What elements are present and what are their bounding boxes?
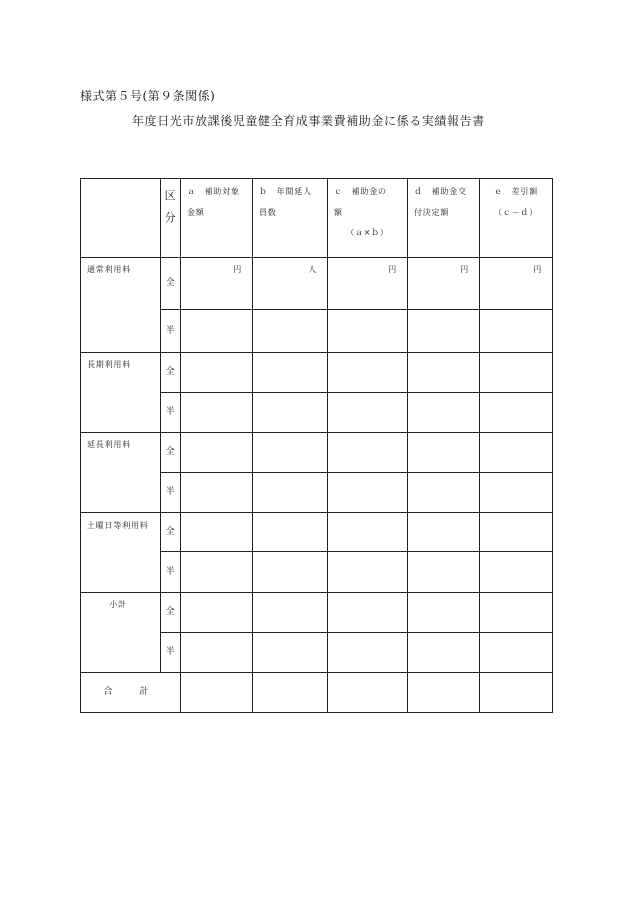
header-kubun xyxy=(161,179,181,258)
input-cell[interactable] xyxy=(253,393,328,433)
input-cell[interactable] xyxy=(328,393,408,433)
category-saturday-label: 土曜日等利用料 xyxy=(87,521,149,530)
table-row xyxy=(81,433,553,473)
sub-label-half: 半 xyxy=(161,393,181,433)
sub-label-half: 半 xyxy=(161,552,181,593)
input-cell[interactable] xyxy=(181,433,253,473)
input-cell[interactable] xyxy=(328,310,408,353)
header-a-line2: 金額 xyxy=(187,207,205,217)
input-cell[interactable] xyxy=(408,258,480,310)
input-cell[interactable] xyxy=(408,513,480,552)
category-long-term: 長期利用料 xyxy=(81,353,161,433)
input-cell[interactable] xyxy=(480,433,553,473)
category-regular: 通常利用料 xyxy=(81,258,161,353)
header-b-line1: ｂ 年間延人 xyxy=(259,187,312,196)
input-cell[interactable] xyxy=(253,473,328,513)
input-cell[interactable] xyxy=(328,473,408,513)
input-cell[interactable] xyxy=(181,473,253,513)
input-cell[interactable] xyxy=(480,673,553,713)
input-cell[interactable] xyxy=(408,552,480,593)
unit-yen: 円 xyxy=(233,265,242,274)
sub-label-full: 全 xyxy=(161,593,181,633)
input-cell[interactable] xyxy=(480,258,553,310)
input-cell[interactable] xyxy=(181,552,253,593)
input-cell[interactable] xyxy=(408,353,480,393)
header-d-line1: ｄ 補助金交 xyxy=(414,187,467,196)
input-cell[interactable] xyxy=(328,353,408,393)
category-extended: 延長利用料 xyxy=(81,433,161,513)
header-blank-cell xyxy=(81,179,161,258)
input-cell[interactable] xyxy=(253,633,328,673)
table-row xyxy=(81,513,553,552)
input-cell[interactable] xyxy=(480,310,553,353)
input-cell[interactable] xyxy=(253,513,328,552)
input-cell[interactable] xyxy=(328,673,408,713)
input-cell[interactable] xyxy=(253,310,328,353)
input-cell[interactable] xyxy=(181,393,253,433)
input-cell[interactable] xyxy=(480,633,553,673)
category-saturday xyxy=(81,513,161,593)
input-cell[interactable] xyxy=(253,433,328,473)
input-cell[interactable] xyxy=(253,593,328,633)
report-table xyxy=(80,178,553,713)
input-cell[interactable] xyxy=(408,593,480,633)
total-row xyxy=(81,673,553,713)
input-cell[interactable] xyxy=(480,513,553,552)
header-e-line1: ｅ 差引額 xyxy=(494,187,538,196)
document-title: 年度日光市放課後児童健全育成事業費補助金に係る実績報告書 xyxy=(132,114,485,128)
input-cell[interactable] xyxy=(408,633,480,673)
input-cell[interactable] xyxy=(480,552,553,593)
input-cell[interactable] xyxy=(181,353,253,393)
form-number: 様式第５号(第９条関係) xyxy=(80,89,216,103)
header-col-e xyxy=(480,179,553,258)
input-cell[interactable] xyxy=(181,513,253,552)
table-row xyxy=(81,258,553,310)
unit-yen: 円 xyxy=(460,265,469,274)
kubun-char-1: 区 xyxy=(164,189,177,202)
header-row xyxy=(81,179,553,258)
input-cell[interactable] xyxy=(408,310,480,353)
input-cell[interactable] xyxy=(480,393,553,433)
header-c-line3: （ａ×ｂ） xyxy=(346,228,389,238)
sub-label-half: 半 xyxy=(161,310,181,353)
table-row xyxy=(81,593,553,633)
header-e-line2: （ｃ－ｄ） xyxy=(494,207,538,217)
input-cell[interactable] xyxy=(328,433,408,473)
input-cell[interactable] xyxy=(328,258,408,310)
header-col-d xyxy=(408,179,480,258)
input-cell[interactable] xyxy=(253,353,328,393)
total-label: 合 計 xyxy=(81,673,181,713)
input-cell[interactable] xyxy=(328,593,408,633)
header-b-line2: 員数 xyxy=(259,207,277,217)
input-cell[interactable] xyxy=(328,513,408,552)
unit-person: 人 xyxy=(308,265,317,274)
table-row xyxy=(81,353,553,393)
header-col-c xyxy=(328,179,408,258)
input-cell[interactable] xyxy=(480,353,553,393)
sub-label-half: 半 xyxy=(161,473,181,513)
input-cell[interactable] xyxy=(181,258,253,310)
header-c-line2: 額 xyxy=(334,207,343,217)
kubun-char-2: 分 xyxy=(164,211,177,224)
input-cell[interactable] xyxy=(181,673,253,713)
input-cell[interactable] xyxy=(181,593,253,633)
input-cell[interactable] xyxy=(181,633,253,673)
input-cell[interactable] xyxy=(408,393,480,433)
unit-yen: 円 xyxy=(388,265,397,274)
header-col-b xyxy=(253,179,328,258)
header-col-a xyxy=(181,179,253,258)
sub-label-full: 全 xyxy=(161,433,181,473)
input-cell[interactable] xyxy=(328,633,408,673)
header-d-line2: 付決定額 xyxy=(414,207,450,217)
sub-label-full: 全 xyxy=(161,513,181,552)
category-subtotal: 小計 xyxy=(81,593,161,673)
sub-label-full: 全 xyxy=(161,258,181,310)
input-cell[interactable] xyxy=(480,473,553,513)
sub-label-half: 半 xyxy=(161,633,181,673)
unit-yen: 円 xyxy=(533,265,542,274)
input-cell[interactable] xyxy=(480,593,553,633)
header-c-line1: ｃ 補助金の xyxy=(334,187,387,196)
input-cell[interactable] xyxy=(181,310,253,353)
input-cell[interactable] xyxy=(408,673,480,713)
input-cell[interactable] xyxy=(408,433,480,473)
input-cell[interactable] xyxy=(408,473,480,513)
sub-label-full: 全 xyxy=(161,353,181,393)
header-a-line1: ａ 補助対象 xyxy=(187,187,240,196)
input-cell[interactable] xyxy=(253,673,328,713)
input-cell[interactable] xyxy=(328,552,408,593)
input-cell[interactable] xyxy=(253,552,328,593)
input-cell[interactable] xyxy=(253,258,328,310)
